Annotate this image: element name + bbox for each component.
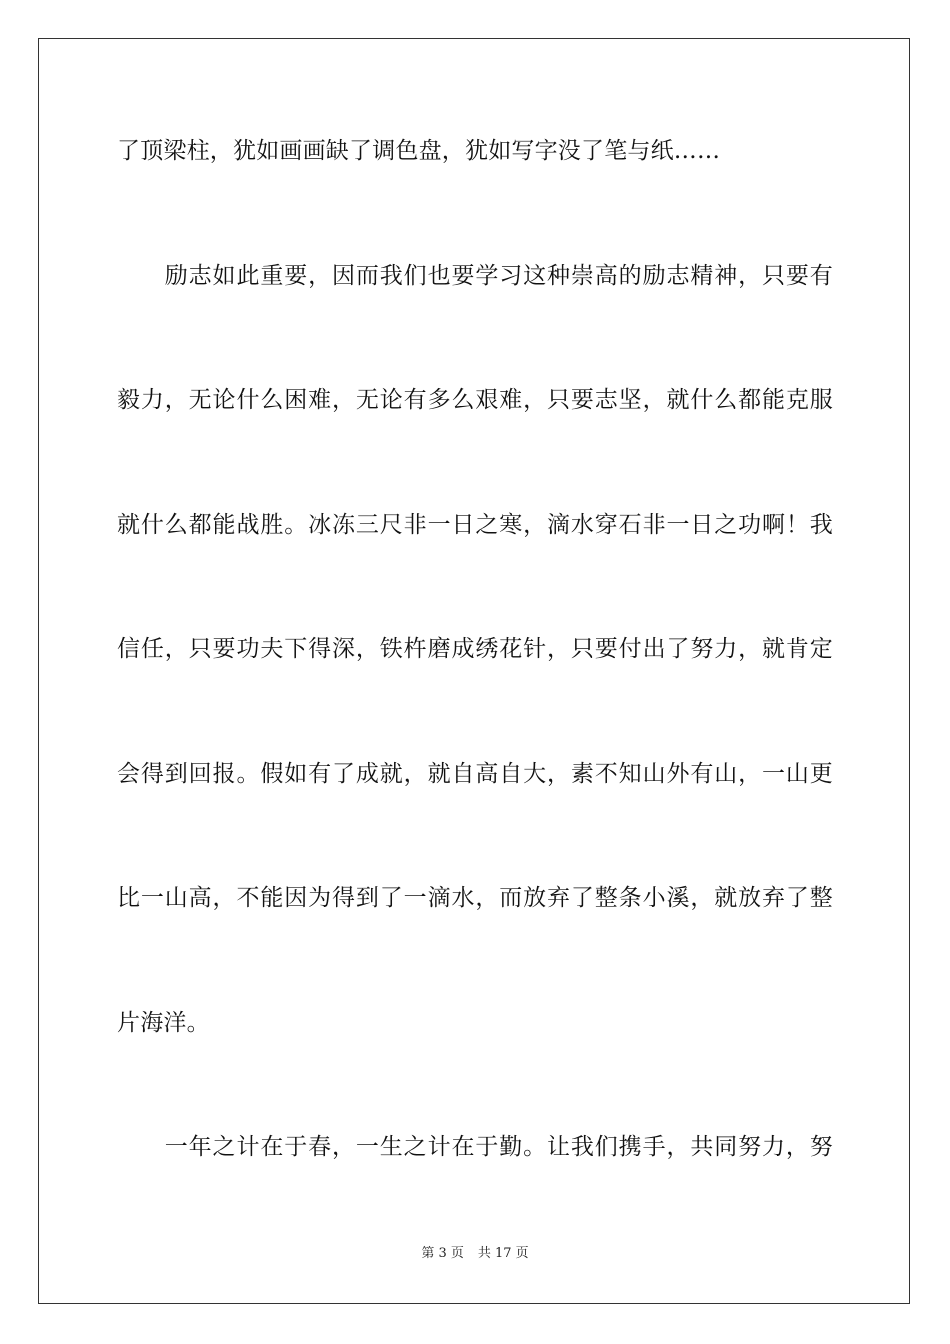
page-number: 第 3 页 xyxy=(421,1246,464,1261)
text-line-1: 了顶梁柱，犹如画画缺了调色盘，犹如写字没了笔与纸…… xyxy=(117,138,721,164)
text-line-5: 信任，只要功夫下得深，铁杵磨成绣花针，只要付出了努力，就肯定 xyxy=(117,636,833,662)
page-footer xyxy=(0,1246,950,1262)
page-frame xyxy=(38,38,910,1304)
text-line-8: 片海洋。 xyxy=(117,1010,210,1036)
text-line-2: 励志如此重要，因而我们也要学习这种崇高的励志精神，只要有 xyxy=(117,263,833,289)
text-line-7: 比一山高，不能因为得到了一滴水，而放弃了整条小溪，就放弃了整 xyxy=(117,885,833,911)
text-line-6: 会得到回报。假如有了成就，就自高自大，素不知山外有山，一山更 xyxy=(117,761,833,787)
text-line-4: 就什么都能战胜。冰冻三尺非一日之寒，滴水穿石非一日之功啊！我 xyxy=(117,512,833,538)
text-line-3: 毅力，无论什么困难，无论有多么艰难，只要志坚，就什么都能克服 xyxy=(117,387,833,413)
total-pages: 共 17 页 xyxy=(477,1246,529,1261)
text-line-9: 一年之计在于春，一生之计在于勤。让我们携手，共同努力，努 xyxy=(117,1134,833,1160)
